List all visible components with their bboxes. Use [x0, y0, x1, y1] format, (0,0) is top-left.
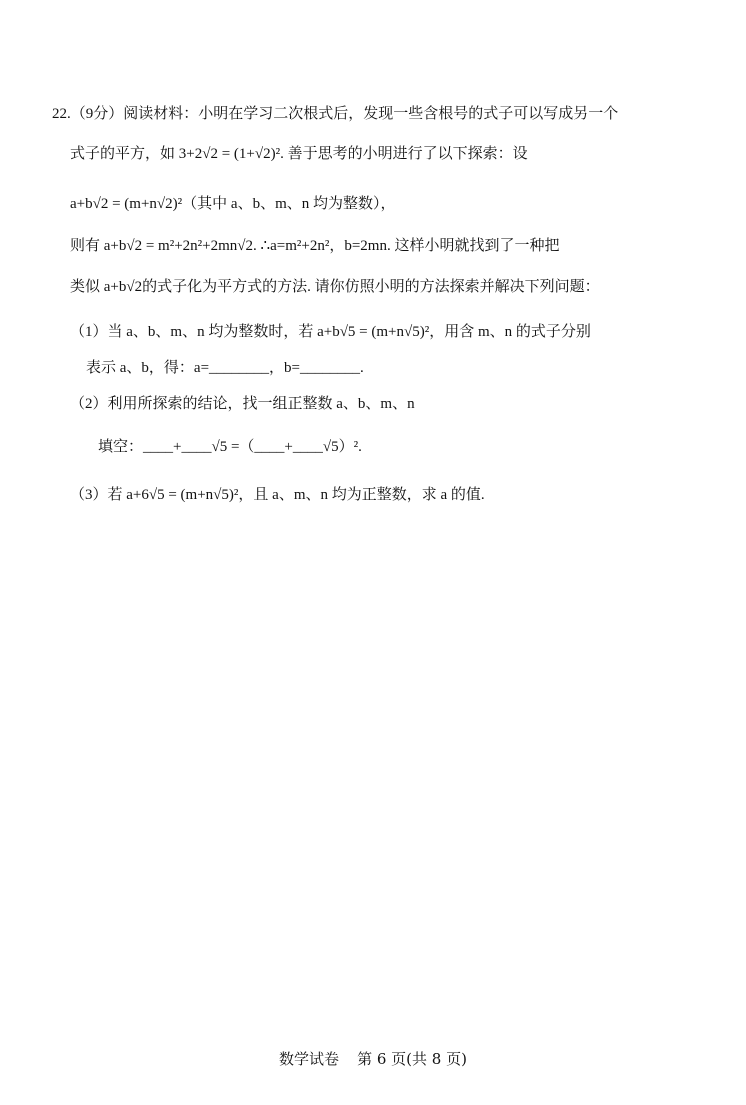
footer-subject: 数学试卷: [279, 1050, 340, 1068]
question-line-4: 则有 a+b√2 = m²+2n²+2mn√2. ∴a=m²+2n²，b=2mn. 这样小明就找到了一种把: [70, 238, 560, 254]
question-line-3: a+b√2 = (m+n√2)²（其中 a、b、m、n 均为整数），: [70, 196, 396, 212]
part-3-line-1: （3）若 a+6√5 = (m+n√5)²，且 a、m、n 均为正整数，求 a 的值.: [70, 487, 485, 503]
question-line-1: 22.（9分）阅读材料：小明在学习二次根式后，发现一些含根号的式子可以写成另一个: [52, 106, 619, 122]
part-2-line-1: （2）利用所探索的结论，找一组正整数 a、b、m、n: [70, 396, 415, 412]
footer-page-number: 第 6 页(共 8 页): [357, 1050, 467, 1068]
part-1-line-2: 表示 a、b，得：a=________，b=________.: [86, 360, 364, 376]
question-line-2: 式子的平方，如 3+2√2 = (1+√2)². 善于思考的小明进行了以下探索：设: [70, 146, 528, 162]
part-2-line-2: 填空：____+____√5 =（____+____√5）².: [98, 439, 362, 455]
page-footer: [0, 1048, 746, 1069]
question-line-5: 类似 a+b√2的式子化为平方式的方法. 请你仿照小明的方法探索并解决下列问题：: [70, 279, 600, 295]
part-1-line-1: （1）当 a、b、m、n 均为整数时，若 a+b√5 = (m+n√5)²，用含 m、n 的式子分别: [70, 324, 591, 340]
